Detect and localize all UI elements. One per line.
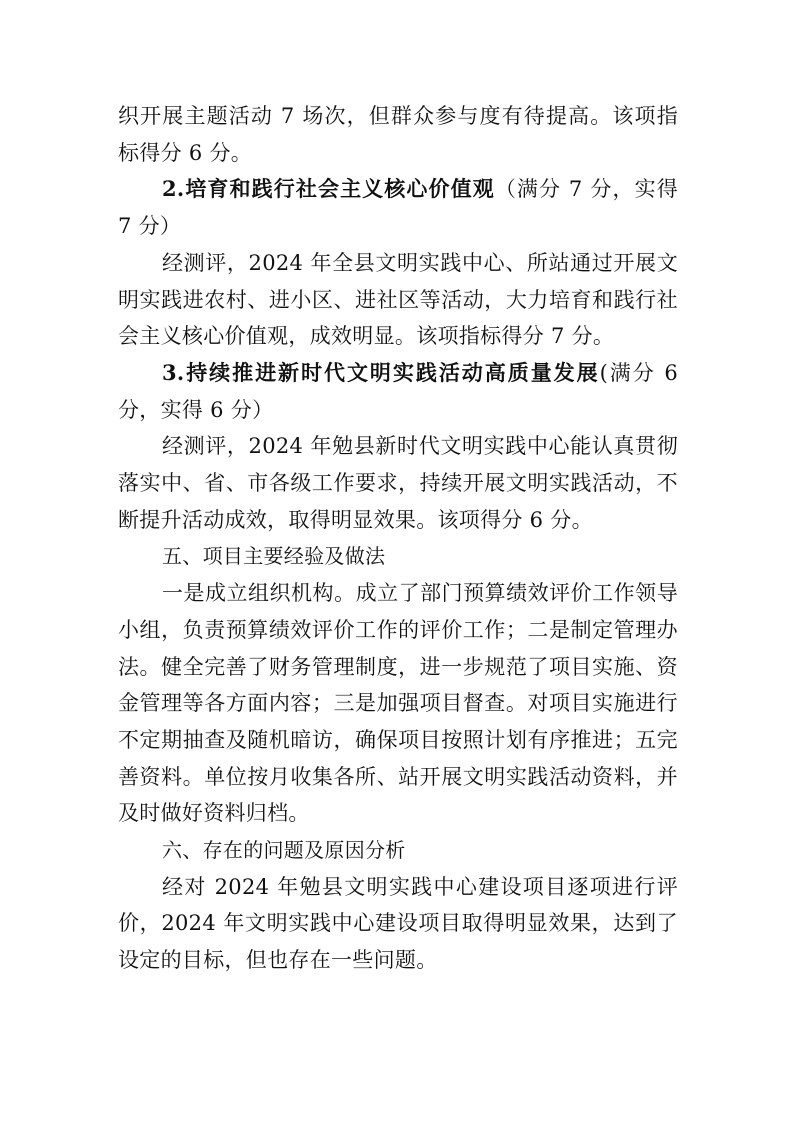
paragraph-core-values: 经测评，2024 年全县文明实践中心、所站通过开展文明实践进农村、进小区、进社区等活动，大力培育和践行社会主义核心价值观，成效明显。该项指标得分 7 分。 (118, 250, 678, 349)
item-3-title: 3.持续推进新时代文明实践活动高质量发展 (162, 359, 600, 385)
item-3-score: (满分 6 分，实得 6 分） (118, 360, 679, 422)
paragraph-indicator-score: 织开展主题活动 7 场次，但群众参与度有待提高。该项指标得分 6 分。 (118, 104, 678, 165)
paragraph-problems: 经对 2024 年勉县文明实践中心建设项目逐项进行评价，2024 年文明实践中心建设项目取得明显效果，达到了设定的目标，但也存在一些问题。 (118, 874, 678, 973)
section-5-heading: 五、项目主要经验及做法 (162, 544, 386, 569)
document-page (118, 98, 678, 979)
section-6-heading: 六、存在的问题及原因分析 (162, 838, 406, 863)
paragraph-experience: 一是成立组织机构。成立了部门预算绩效评价工作领导小组，负责预算绩效评价工作的评价工作；二是制定管理办法。健全完善了财务管理制度，进一步规范了项目实施、资金管理等各方面内容；三是加强项目督查。对项目实施进行不定期抽查及随机暗访，确保项目按照计划有序推进；五完善资料。单位按月收集各所、站开展文明实践活动资料，并及时做好资料归档。 (118, 581, 678, 826)
paragraph-practice-activities: 经测评，2024 年勉县新时代文明实践中心能认真贯彻落实中、省、市各级工作要求，持续开展文明实践活动，不断提升活动成效，取得明显效果。该项得分 6 分。 (118, 434, 678, 532)
item-2-score: （满分 7 分，实得 7 分） (118, 177, 678, 239)
item-2-title: 2.培育和践行社会主义核心价值观 (162, 176, 495, 202)
item-3-heading (118, 355, 678, 428)
item-2-heading (118, 171, 678, 244)
